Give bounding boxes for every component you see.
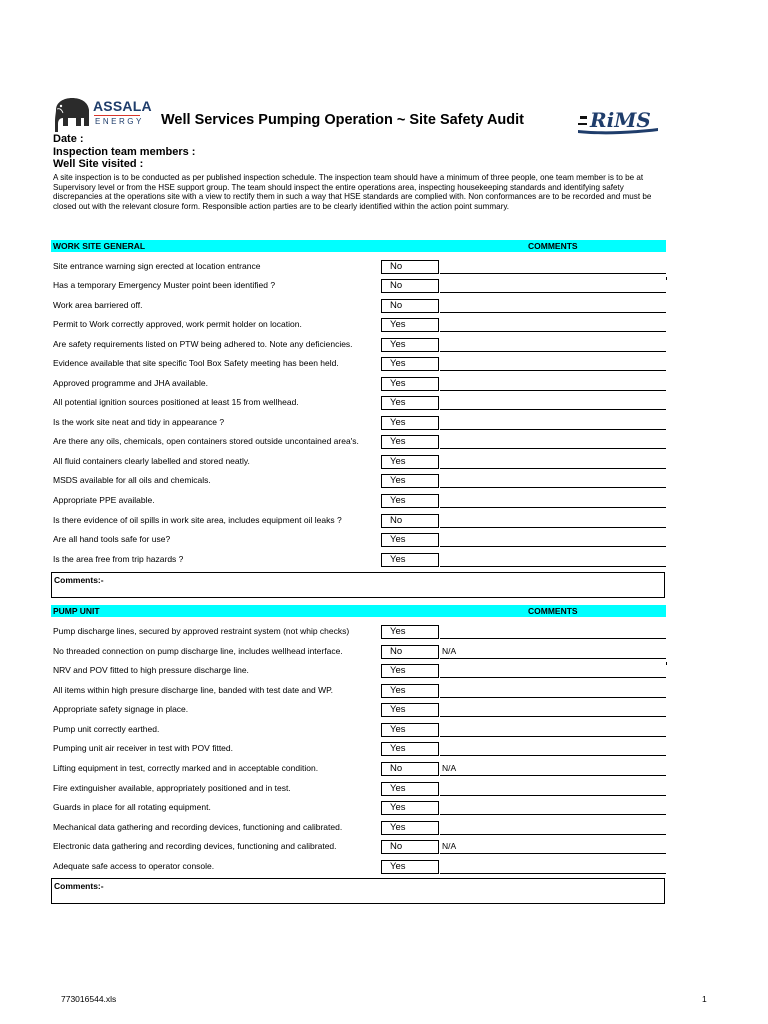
checklist-row — [53, 801, 666, 820]
answer-field[interactable]: No — [381, 279, 439, 293]
answer-field[interactable]: Yes — [381, 742, 439, 756]
answer-field[interactable]: No — [381, 514, 439, 528]
comment-field[interactable] — [440, 677, 666, 678]
comment-field[interactable] — [440, 273, 666, 274]
rims-logo — [576, 106, 660, 136]
answer-field[interactable]: No — [381, 260, 439, 274]
comment-field[interactable] — [440, 370, 666, 371]
comment-field[interactable] — [440, 814, 666, 815]
tick-mark — [666, 277, 667, 280]
question-text: Appropriate safety signage in place. — [53, 704, 189, 714]
answer-field[interactable]: Yes — [381, 684, 439, 698]
comments-box-work-site[interactable] — [51, 572, 665, 598]
question-text: Has a temporary Emergency Muster point been identified ? — [53, 280, 276, 290]
logo-subtext: ENERGY — [95, 117, 144, 126]
checklist-row — [53, 533, 666, 552]
well-site-label: Well Site visited : — [53, 158, 144, 170]
answer-field[interactable]: Yes — [381, 318, 439, 332]
comment-field[interactable] — [440, 312, 666, 313]
question-text: Pump discharge lines, secured by approved restraint system (not whip checks) — [53, 626, 350, 636]
question-text: Permit to Work correctly approved, work permit holder on location. — [53, 319, 302, 329]
answer-field[interactable]: Yes — [381, 357, 439, 371]
comment-field[interactable] — [440, 834, 666, 835]
checklist-row — [53, 782, 666, 801]
section-title: WORK SITE GENERAL — [53, 241, 146, 251]
question-text: Are there any oils, chemicals, open containers stored outside uncontained area's. — [53, 436, 359, 446]
answer-field[interactable]: Yes — [381, 435, 439, 449]
comment-field[interactable] — [440, 873, 666, 874]
comment-field[interactable] — [440, 716, 666, 717]
checklist-row — [53, 514, 666, 533]
comment-field[interactable] — [440, 853, 666, 854]
comment-field[interactable] — [440, 775, 666, 776]
logo-wordmark: ASSALA — [93, 98, 152, 114]
question-text: Site entrance warning sign erected at location entrance — [53, 261, 261, 271]
comment-field[interactable] — [440, 448, 666, 449]
logo-accent-line — [94, 115, 140, 116]
answer-field[interactable]: Yes — [381, 723, 439, 737]
comment-field[interactable] — [440, 658, 666, 659]
question-text: Evidence available that site specific Tool Box Safety meeting has been held. — [53, 358, 339, 368]
question-text: NRV and POV fitted to high pressure discharge line. — [53, 665, 249, 675]
question-text: Pump unit correctly earthed. — [53, 724, 160, 734]
answer-field[interactable]: Yes — [381, 625, 439, 639]
checklist-row — [53, 645, 666, 664]
answer-field[interactable]: Yes — [381, 860, 439, 874]
footer-page-number: 1 — [702, 994, 707, 1004]
answer-field[interactable]: Yes — [381, 703, 439, 717]
comment-field[interactable] — [440, 736, 666, 737]
answer-field[interactable]: No — [381, 299, 439, 313]
comment-field[interactable] — [440, 507, 666, 508]
checklist-row — [53, 260, 666, 279]
question-text: All potential ignition sources positioned at least 15 from wellhead. — [53, 397, 299, 407]
question-text: All items within high presure discharge line, banded with test date and WP. — [53, 685, 334, 695]
question-text: Adequate safe access to operator console. — [53, 861, 215, 871]
question-text: Are all hand tools safe for use? — [53, 534, 171, 544]
question-text: MSDS available for all oils and chemicals. — [53, 475, 211, 485]
comment-field[interactable] — [440, 351, 666, 352]
comment-text: N/A — [442, 646, 457, 656]
question-text: All fluid containers clearly labelled and stored neatly. — [53, 456, 250, 466]
checklist-row — [53, 279, 666, 298]
comment-text: N/A — [442, 763, 457, 773]
comment-field[interactable] — [440, 546, 666, 547]
question-text: No threaded connection on pump discharge line, includes wellhead interface. — [53, 646, 343, 656]
answer-field[interactable]: Yes — [381, 553, 439, 567]
section-header-pump-unit — [51, 605, 666, 617]
elephant-icon — [52, 96, 92, 134]
comment-field[interactable] — [440, 755, 666, 756]
comment-text: N/A — [442, 841, 457, 851]
comments-column-header: COMMENTS — [528, 606, 578, 616]
answer-field[interactable]: Yes — [381, 396, 439, 410]
answer-field[interactable]: Yes — [381, 821, 439, 835]
footer-filename: 773016544.xls — [61, 994, 117, 1004]
comments-label: Comments:- — [54, 881, 104, 891]
checklist-row — [53, 723, 666, 742]
comment-field[interactable] — [440, 331, 666, 332]
checklist-row — [53, 664, 666, 683]
comment-field[interactable] — [440, 409, 666, 410]
checklist-row — [53, 357, 666, 376]
question-text: Is the area free from trip hazards ? — [53, 554, 184, 564]
checklist-row — [53, 416, 666, 435]
answer-field[interactable]: Yes — [381, 801, 439, 815]
checklist-row — [53, 435, 666, 454]
section-title: PUMP UNIT — [53, 606, 100, 616]
question-text: Are safety requirements listed on PTW being adhered to. Note any deficiencies. — [53, 339, 353, 349]
comments-box-pump-unit[interactable] — [51, 878, 665, 904]
svg-text:RiMS: RiMS — [590, 108, 651, 132]
question-text: Mechanical data gathering and recording devices, functioning and calibrated. — [53, 822, 343, 832]
inspection-team-label: Inspection team members : — [53, 146, 196, 158]
checklist-row — [53, 396, 666, 415]
answer-field[interactable]: Yes — [381, 782, 439, 796]
checklist-row — [53, 840, 666, 859]
checklist-row — [53, 625, 666, 644]
document-title: Well Services Pumping Operation ~ Site Safety Audit — [161, 112, 524, 128]
answer-field[interactable]: Yes — [381, 664, 439, 678]
checklist-row — [53, 318, 666, 337]
question-text: Work area barriered off. — [53, 300, 143, 310]
comment-field[interactable] — [440, 697, 666, 698]
checklist-row — [53, 474, 666, 493]
tick-mark — [666, 662, 667, 665]
checklist-row — [53, 494, 666, 513]
answer-field[interactable]: Yes — [381, 338, 439, 352]
comment-field[interactable] — [440, 566, 666, 567]
checklist-row — [53, 742, 666, 761]
checklist-row — [53, 455, 666, 474]
question-text: Electronic data gathering and recording devices, functioning and calibrated. — [53, 841, 337, 851]
comments-column-header: COMMENTS — [528, 241, 578, 251]
question-text: Approved programme and JHA available. — [53, 378, 208, 388]
question-text: Fire extinguisher available, appropriately positioned and in test. — [53, 783, 291, 793]
assala-energy-logo — [52, 96, 152, 134]
answer-field[interactable]: Yes — [381, 455, 439, 469]
checklist-row — [53, 377, 666, 396]
question-text: Guards in place for all rotating equipment. — [53, 802, 211, 812]
comment-field[interactable] — [440, 795, 666, 796]
answer-field[interactable]: No — [381, 645, 439, 659]
answer-field[interactable]: No — [381, 840, 439, 854]
checklist-row — [53, 821, 666, 840]
date-label: Date : — [53, 133, 84, 145]
checklist-row — [53, 338, 666, 357]
checklist-row — [53, 703, 666, 722]
comment-field[interactable] — [440, 429, 666, 430]
answer-field[interactable]: Yes — [381, 494, 439, 508]
intro-paragraph: A site inspection is to be conducted as per published inspection schedule. The inspection team should have a minimum of three people, one team member is to be at Supervisory level or from the HSE support group. The team should inspect the entire operations area, inspecting housekeeping standards and identifying safety discrepancies at the operations site with a view to rectify them in such a way that HSE standards are complied with. Non conformances are to be recorded and must be closed out with the relevant closure form. Responsible action parties are to be clearly identified within the action point summary. — [53, 173, 652, 212]
answer-field[interactable]: Yes — [381, 474, 439, 488]
answer-field[interactable]: Yes — [381, 416, 439, 430]
question-text: Appropriate PPE available. — [53, 495, 155, 505]
checklist-row — [53, 762, 666, 781]
question-text: Lifting equipment in test, correctly marked and in acceptable condition. — [53, 763, 319, 773]
answer-field[interactable]: No — [381, 762, 439, 776]
checklist-row — [53, 299, 666, 318]
answer-field[interactable]: Yes — [381, 377, 439, 391]
comments-label: Comments:- — [54, 575, 104, 585]
comment-field[interactable] — [440, 390, 666, 391]
checklist-row — [53, 553, 666, 572]
comment-field[interactable] — [440, 292, 666, 293]
question-text: Pumping unit air receiver in test with POV fitted. — [53, 743, 233, 753]
question-text: Is the work site neat and tidy in appearance ? — [53, 417, 225, 427]
checklist-row — [53, 860, 666, 879]
answer-field[interactable]: Yes — [381, 533, 439, 547]
section-header-work-site — [51, 240, 666, 252]
question-text: Is there evidence of oil spills in work site area, includes equipment oil leaks ? — [53, 515, 342, 525]
comment-field[interactable] — [440, 468, 666, 469]
checklist-row — [53, 684, 666, 703]
comment-field[interactable] — [440, 638, 666, 639]
comment-field[interactable] — [440, 527, 666, 528]
comment-field[interactable] — [440, 487, 666, 488]
